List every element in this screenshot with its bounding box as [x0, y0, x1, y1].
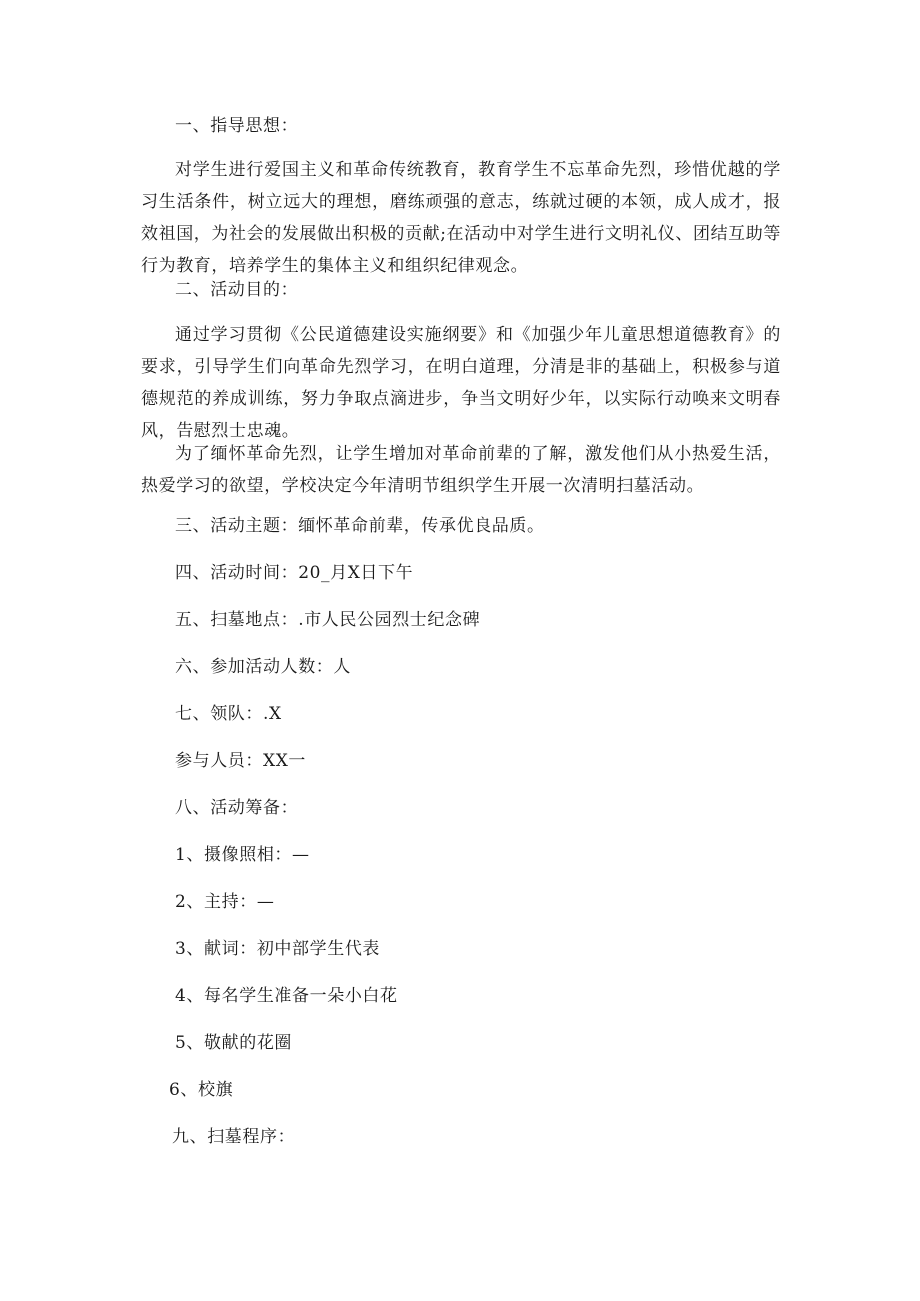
participants-count-line: 六、参加活动人数：人: [175, 657, 351, 677]
preparation-item: 2、主持：—: [175, 892, 275, 912]
preparation-item: 1、摄像照相：—: [175, 845, 310, 865]
purpose-paragraph-1: 通过学习贯彻《公民道德建设实施纲要》和《加强少年儿童思想道德教育》的要求，引导学生们向革命先烈学习，在明白道理，分清是非的基础上，积极参与道德规范的养成训练，努力争取点滴进步，争当文明好少年，以实际行动唤来文明春风，告慰烈士忠魂。: [141, 325, 781, 441]
guiding-paragraph: 对学生进行爱国主义和革命传统教育，教育学生不忘革命先烈，珍惜优越的学习生活条件，树立远大的理想，磨练顽强的意志，练就过硬的本领，成人成才，报效祖国，为社会的发展做出积极的贡献;在活动中对学生进行文明礼仪、团结互助等行为教育，培养学生的集体主义和组织纪律观念。: [141, 160, 781, 276]
guiding-heading: 一、指导思想：: [175, 116, 299, 136]
preparation-item: 6、校旗: [169, 1080, 234, 1100]
purpose-heading: 二、活动目的：: [175, 280, 299, 300]
purpose-paragraph-2: 为了缅怀革命先烈，让学生增加对革命前辈的了解，激发他们从小热爱生活，热爱学习的欲望，学校决定今年清明节组织学生开展一次清明扫墓活动。: [141, 444, 781, 496]
time-line: 四、活动时间：20_月X日下午: [175, 563, 414, 583]
preparation-item: 5、敬献的花圈: [175, 1033, 293, 1053]
theme-line: 三、活动主题：缅怀革命前辈，传承优良品质。: [175, 516, 545, 536]
preparation-heading: 八、活动筹备：: [175, 798, 299, 818]
leader-line: 七、领队：.X: [175, 704, 282, 724]
members-line: 参与人员：XX一: [175, 751, 307, 771]
procedure-heading: 九、扫墓程序：: [172, 1127, 296, 1147]
preparation-item: 3、献词：初中部学生代表: [175, 939, 381, 959]
preparation-item: 4、每名学生准备一朵小白花: [175, 986, 398, 1006]
location-line: 五、扫墓地点：.市人民公园烈士纪念碑: [175, 610, 481, 630]
